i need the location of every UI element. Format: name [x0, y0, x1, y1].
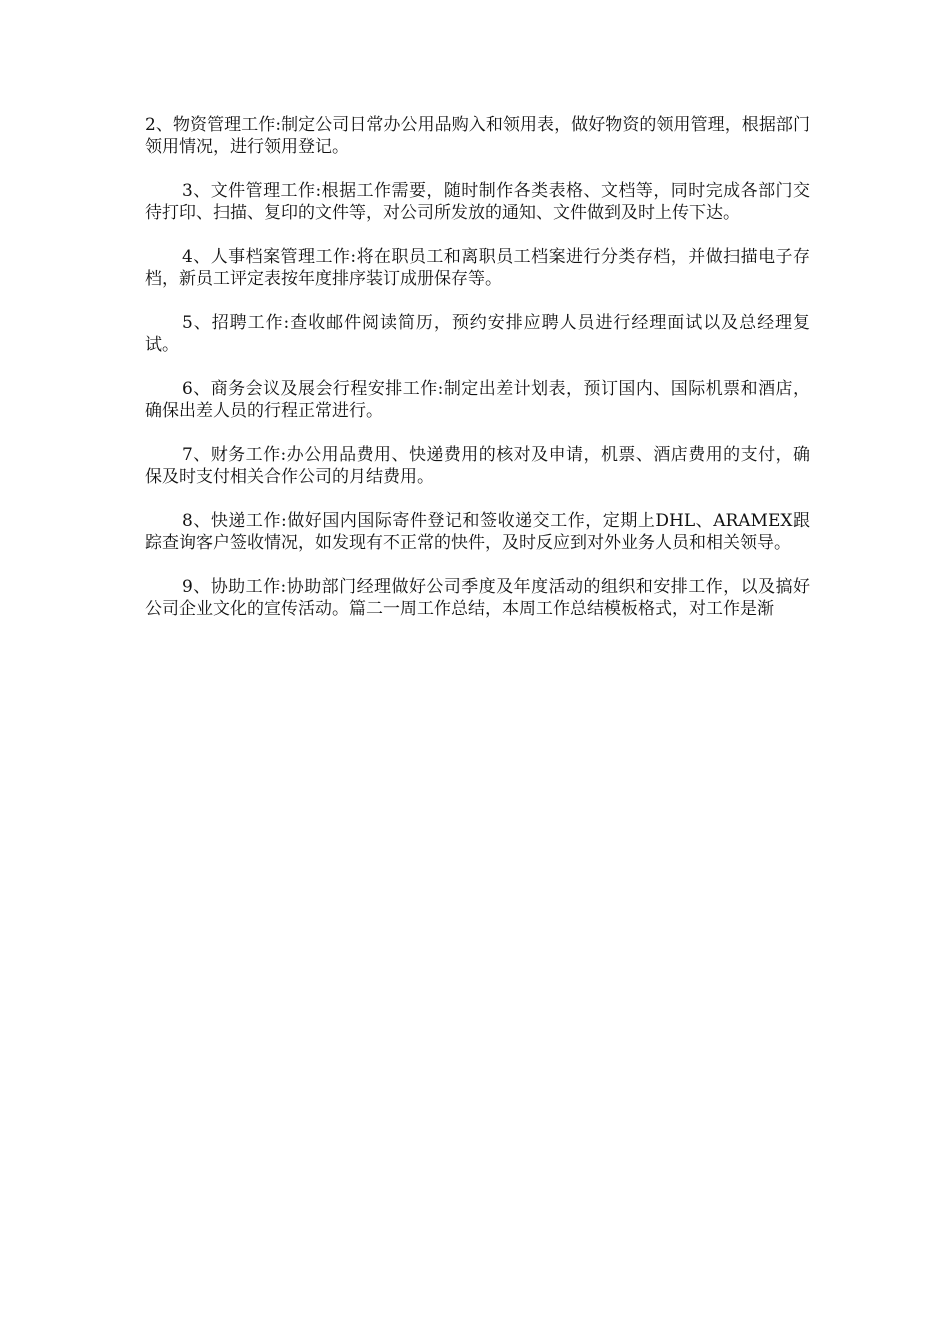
paragraph-supplies-management: 2、物资管理工作:制定公司日常办公用品购入和领用表，做好物资的领用管理，根据部门领用情况，进行领用登记。: [145, 115, 810, 157]
paragraph-business-travel: 6、商务会议及展会行程安排工作:制定出差计划表，预订国内、国际机票和酒店，确保出差人员的行程正常进行。: [145, 379, 810, 421]
paragraph-personnel-archives: 4、人事档案管理工作:将在职员工和离职员工档案进行分类存档，并做扫描电子存档，新员工评定表按年度排序装订成册保存等。: [145, 247, 810, 289]
paragraph-express-delivery: 8、快递工作:做好国内国际寄件登记和签收递交工作，定期上DHL、ARAMEX跟踪查询客户签收情况，如发现有不正常的快件，及时反应到对外业务人员和相关领导。: [145, 511, 810, 553]
document-body: [145, 114, 810, 642]
paragraph-assistance: 9、协助工作:协助部门经理做好公司季度及年度活动的组织和安排工作，以及搞好公司企业文化的宣传活动。篇二一周工作总结，本周工作总结模板格式，对工作是渐: [145, 577, 810, 619]
paragraph-recruitment: 5、招聘工作:查收邮件阅读简历，预约安排应聘人员进行经理面试以及总经理复试。: [145, 313, 810, 355]
paragraph-file-management: 3、文件管理工作:根据工作需要，随时制作各类表格、文档等，同时完成各部门交待打印、扫描、复印的文件等，对公司所发放的通知、文件做到及时上传下达。: [145, 181, 810, 223]
paragraph-finance: 7、财务工作:办公用品费用、快递费用的核对及申请，机票、酒店费用的支付，确保及时支付相关合作公司的月结费用。: [145, 445, 810, 487]
